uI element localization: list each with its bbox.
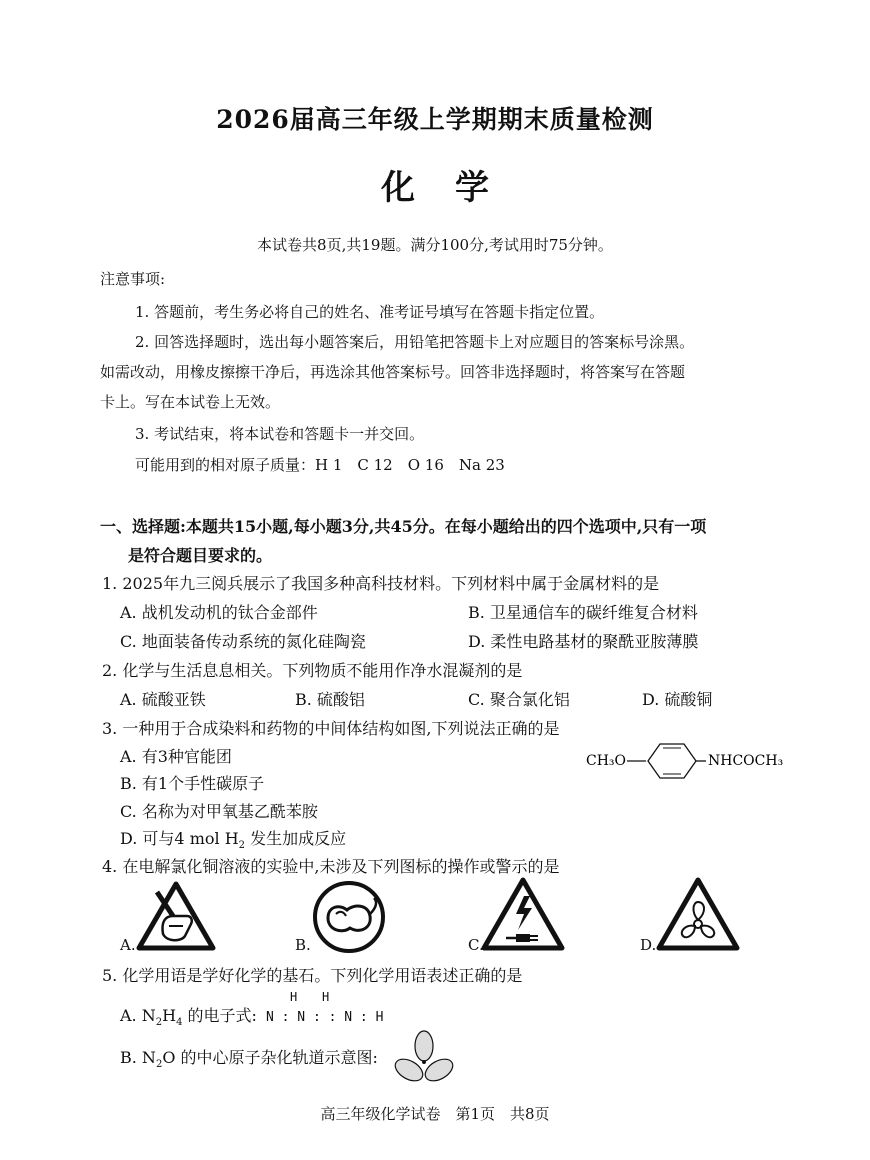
sp2-orbital-diagram xyxy=(392,1030,456,1086)
question-2-option-a: A. 硫酸亚铁 xyxy=(120,690,206,709)
question-5-option-a: A. $N_2H_4$ 的电子式: xyxy=(120,1006,257,1029)
notice-item-1: 1. 答题前，考生务必将自己的姓名、准考证号填写在答题卡指定位置。 xyxy=(135,303,605,321)
notice-heading: 注意事项: xyxy=(100,270,166,288)
question-5-option-b: B. $N_2O$ 的中心原子杂化轨道示意图: xyxy=(120,1048,378,1071)
question-1-option-c: C. 地面装备传动系统的氮化硅陶瓷 xyxy=(120,632,366,651)
question-2-option-b: B. 硫酸铝 xyxy=(295,690,365,709)
electric-hazard-icon xyxy=(480,876,566,954)
question-4-option-a: A. xyxy=(120,936,136,954)
subject-title: 化学 xyxy=(381,168,529,208)
question-2-stem: 2. 化学与生活息息相关。下列物质不能用作净水混凝剂的是 xyxy=(102,661,523,680)
question-1-stem: 1. 2025年九三阅兵展示了我国多种高科技材料。下列材料中属于金属材料的是 xyxy=(102,574,660,593)
exam-title: 2026届高三年级上学期期末质量检测 xyxy=(216,105,654,134)
benzene-ring xyxy=(648,744,696,778)
page-footer: 高三年级化学试卷 第1页 共8页 xyxy=(320,1105,550,1123)
ventilation-fan-icon xyxy=(655,876,741,954)
question-3-stem: 3. 一种用于合成染料和药物的中间体结构如图,下列说法正确的是 xyxy=(102,719,560,738)
question-4-stem: 4. 在电解氯化铜溶液的实验中,未涉及下列图标的操作或警示的是 xyxy=(102,857,560,876)
question-3-option-c: C. 名称为对甲氧基乙酰苯胺 xyxy=(120,802,318,821)
question-4-option-c: C. xyxy=(468,936,484,954)
notice-item-2-line-1: 2. 回答选择题时，选出每小题答案后，用铅笔把答题卡上对应题目的答案标号涂黑。 xyxy=(135,333,695,351)
question-1-option-a: A. 战机发动机的钛合金部件 xyxy=(120,603,318,622)
notice-item-3: 3. 考试结束，将本试卷和答题卡一并交回。 xyxy=(135,425,425,443)
atomic-mass-line: 可能用到的相对原子质量：H 1 C 12 O 16 Na 23 xyxy=(135,456,505,474)
structure-left-group: CH₃O xyxy=(586,753,627,769)
question-4-option-d: D. xyxy=(640,936,657,954)
section-1-heading-cont: 是符合题目要求的。 xyxy=(128,546,273,565)
goggles-icon xyxy=(310,878,388,956)
question-3-option-d: D. 可与4 mol $H_2$ 发生加成反应 xyxy=(120,829,347,852)
question-1-option-d: D. 柔性电路基材的聚酰亚胺薄膜 xyxy=(468,632,699,651)
question-2-option-d: D. 硫酸铜 xyxy=(642,690,713,709)
question-3-option-b: B. 有1个手性碳原子 xyxy=(120,774,265,793)
notice-item-2-line-2: 如需改动，用橡皮擦擦干净后，再选涂其他答案标号。回答非选择题时，将答案写在答题 xyxy=(100,363,686,381)
hand-protection-icon xyxy=(135,880,217,954)
question-1-option-b: B. 卫星通信车的碳纤维复合材料 xyxy=(468,603,698,622)
notice-item-2-line-3: 卡上。写在本试卷上无效。 xyxy=(100,393,281,411)
question-4-option-b: B. xyxy=(295,936,311,954)
structure-right-group: NHCOCH₃ xyxy=(708,753,784,769)
molecule-structure xyxy=(580,735,790,787)
section-1-heading: 一、选择题:本题共15小题,每小题3分,共45分。在每小题给出的四个选项中,只有一项 xyxy=(100,517,707,536)
exam-info: 本试卷共8页,共19题。满分100分,考试用时75分钟。 xyxy=(257,236,613,254)
question-2-option-c: C. 聚合氯化铝 xyxy=(468,690,570,709)
question-5-stem: 5. 化学用语是学好化学的基石。下列化学用语表述正确的是 xyxy=(102,966,523,985)
question-3-option-a: A. 有3种官能团 xyxy=(120,747,232,766)
